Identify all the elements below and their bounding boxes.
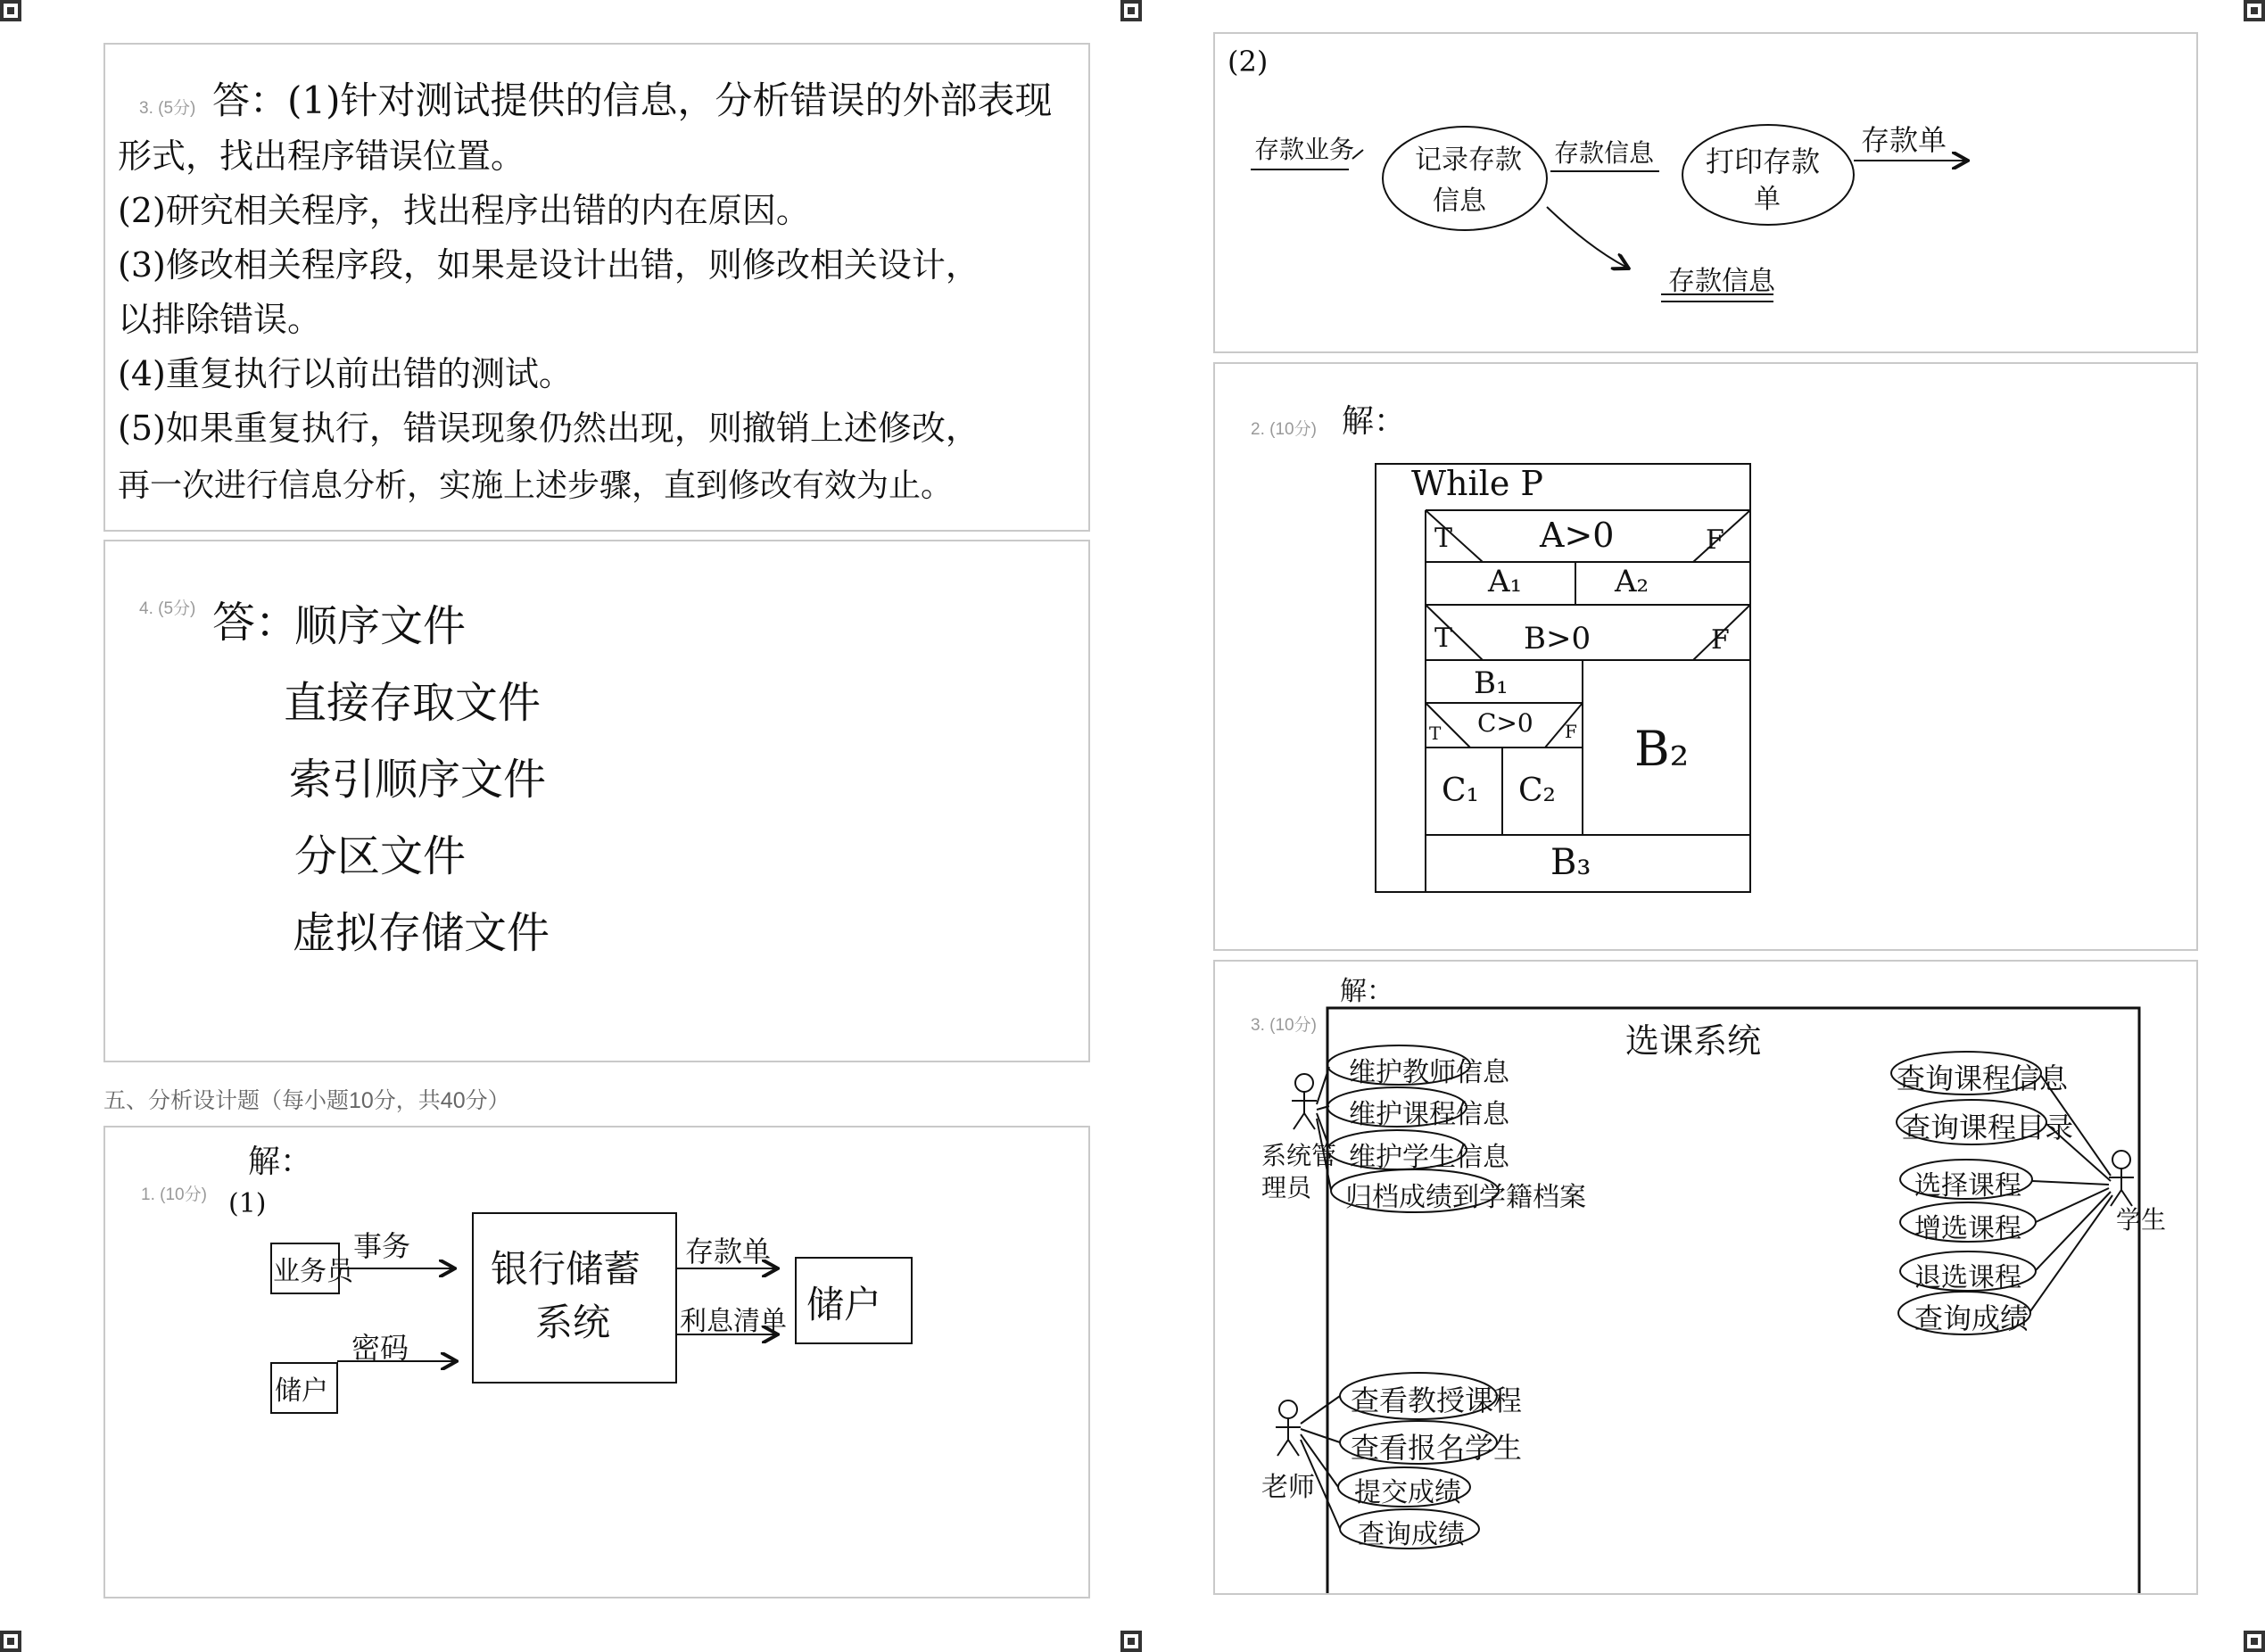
use-case-label: 查询课程信息 (1897, 1061, 2069, 1095)
actor-admin-label: 系统管 (1261, 1141, 1337, 1170)
block-a2-label: A₂ (1615, 564, 1649, 599)
block-b1-label: B₁ (1474, 665, 1509, 701)
use-case-label: 维护学生信息 (1349, 1142, 1509, 1173)
corner-marker-icon (0, 0, 21, 21)
actor-admin-icon (1292, 1074, 1317, 1129)
use-case-label: 查询成绩 (1358, 1519, 1465, 1550)
entity-clerk-label: 业务员 (273, 1256, 353, 1287)
condition-b-label: B>0 (1524, 621, 1591, 657)
flow-password-label: 密码 (351, 1331, 409, 1365)
process-label: 记录存款 (1415, 145, 1522, 176)
question-number: 3. (5分) (139, 99, 196, 118)
true-label: T (1429, 723, 1442, 744)
actor-student-icon (2109, 1151, 2134, 1206)
answer-box-q1-part2 (1213, 32, 2198, 353)
false-label: F (1711, 624, 1730, 656)
corner-marker-icon (2244, 0, 2265, 21)
process-label: 打印存款 (1706, 145, 1821, 178)
solution-label: 解： (1342, 403, 1407, 440)
answer-item: 顺序文件 (294, 601, 467, 651)
question-number: 4. (5分) (139, 599, 196, 618)
answer-item: 索引顺序文件 (289, 755, 547, 805)
answer-item: 虚拟存储文件 (293, 908, 550, 958)
actor-student-label: 学生 (2116, 1205, 2167, 1235)
question-number: 2. (10分) (1251, 420, 1317, 439)
false-label: F (1706, 525, 1724, 556)
use-case-label: 增选课程 (1914, 1213, 2021, 1244)
block-b2-label: B₂ (1634, 721, 1690, 777)
use-case-label: 查看教授课程 (1351, 1384, 1523, 1417)
corner-marker-icon (1120, 0, 1142, 21)
block-b3-label: B₃ (1550, 842, 1591, 883)
answer-box-q3-short (103, 43, 1090, 532)
actor-admin-label: 理员 (1261, 1173, 1312, 1202)
corner-marker-icon (1120, 1631, 1142, 1652)
answer-line: 形式，找出程序错误位置。 (118, 136, 525, 176)
process-label: 系统 (535, 1301, 611, 1344)
use-case-label: 查询成绩 (1914, 1301, 2029, 1335)
answer-box-q2-design (1213, 362, 2198, 951)
block-c2-label: C₂ (1518, 772, 1556, 809)
flow-interest-slip-label: 利息清单 (680, 1306, 787, 1337)
answer-line: (4)重复执行以前出错的测试。 (118, 354, 573, 393)
condition-c-label: C>0 (1477, 708, 1533, 738)
process-label: 银行储蓄 (491, 1247, 641, 1291)
block-a1-label: A₁ (1488, 564, 1523, 599)
answer-box-q4-short (103, 540, 1090, 1062)
corner-marker-icon (2244, 1631, 2265, 1652)
actor-teacher-label: 老师 (1261, 1472, 1315, 1503)
answer-line: (5)如果重复执行，错误现象仍然出现，则撤销上述修改， (118, 409, 980, 448)
answer-line: 以排除错误。 (118, 300, 322, 339)
condition-a-label: A>0 (1540, 516, 1615, 555)
use-case-label: 退选课程 (1914, 1262, 2021, 1293)
use-case-label: 提交成绩 (1354, 1477, 1461, 1508)
answer-line: (3)修改相关程序段，如果是设计出错，则修改相关设计， (118, 245, 980, 285)
part-label: (1) (228, 1188, 267, 1219)
flow-output-label: 存款单 (1861, 123, 1947, 157)
corner-marker-icon (0, 1631, 21, 1652)
use-case-label: 查看报名学生 (1351, 1431, 1523, 1465)
question-number: 3. (10分) (1251, 1016, 1317, 1035)
answer-box-q1-analysis (103, 1126, 1090, 1598)
entity-depositor-output-label: 储户 (806, 1283, 882, 1326)
data-flow-diagram-detail (1215, 34, 2196, 351)
section-title: 五、分析设计题（每小题10分，共40分） (103, 1088, 510, 1113)
process-label: 单 (1754, 184, 1781, 215)
answer-item: 分区文件 (294, 831, 467, 881)
question-number: 1. (10分) (141, 1185, 207, 1204)
use-case-label: 选择课程 (1914, 1170, 2021, 1202)
part-label: (2) (1228, 45, 1269, 78)
false-label: F (1565, 721, 1577, 742)
flow-deposit-slip-label: 存款单 (685, 1235, 772, 1268)
use-case-label: 维护课程信息 (1349, 1099, 1509, 1130)
entity-depositor-label: 储户 (275, 1375, 328, 1407)
data-flow-diagram (105, 1127, 1088, 1597)
process-label: 信息 (1433, 186, 1486, 217)
solution-label: 解： (248, 1144, 313, 1180)
use-case-label: 维护教师信息 (1349, 1057, 1509, 1088)
flow-mid-label: 存款信息 (1554, 138, 1655, 168)
flow-input-label: 存款业务 (1254, 135, 1355, 164)
block-c1-label: C₁ (1442, 772, 1479, 809)
use-case-label: 查询课程目录 (1902, 1111, 2074, 1144)
flow-affair-label: 事务 (353, 1229, 411, 1263)
answer-line: (2)研究相关程序，找出程序出错的内在原因。 (118, 191, 810, 230)
answer-item: 直接存取文件 (284, 678, 541, 728)
ns-chart (1215, 364, 2196, 949)
answer-line: 答：(1)针对测试提供的信息，分析错误的外部表现 (212, 78, 1053, 122)
answer-prefix: 答： (212, 598, 299, 648)
solution-label: 解： (1340, 976, 1393, 1007)
answer-box-q3-design (1213, 960, 2198, 1595)
true-label: T (1434, 623, 1453, 654)
use-case-label: 归档成绩到学籍档案 (1345, 1182, 1586, 1213)
actor-teacher-icon (1276, 1400, 1301, 1456)
data-store-label: 存款信息 (1668, 266, 1775, 297)
while-label: While P (1411, 464, 1543, 503)
system-title: 选课系统 (1625, 1021, 1762, 1061)
answer-line: 再一次进行信息分析，实施上述步骤，直到修改有效为止。 (118, 467, 954, 504)
true-label: T (1434, 523, 1453, 554)
